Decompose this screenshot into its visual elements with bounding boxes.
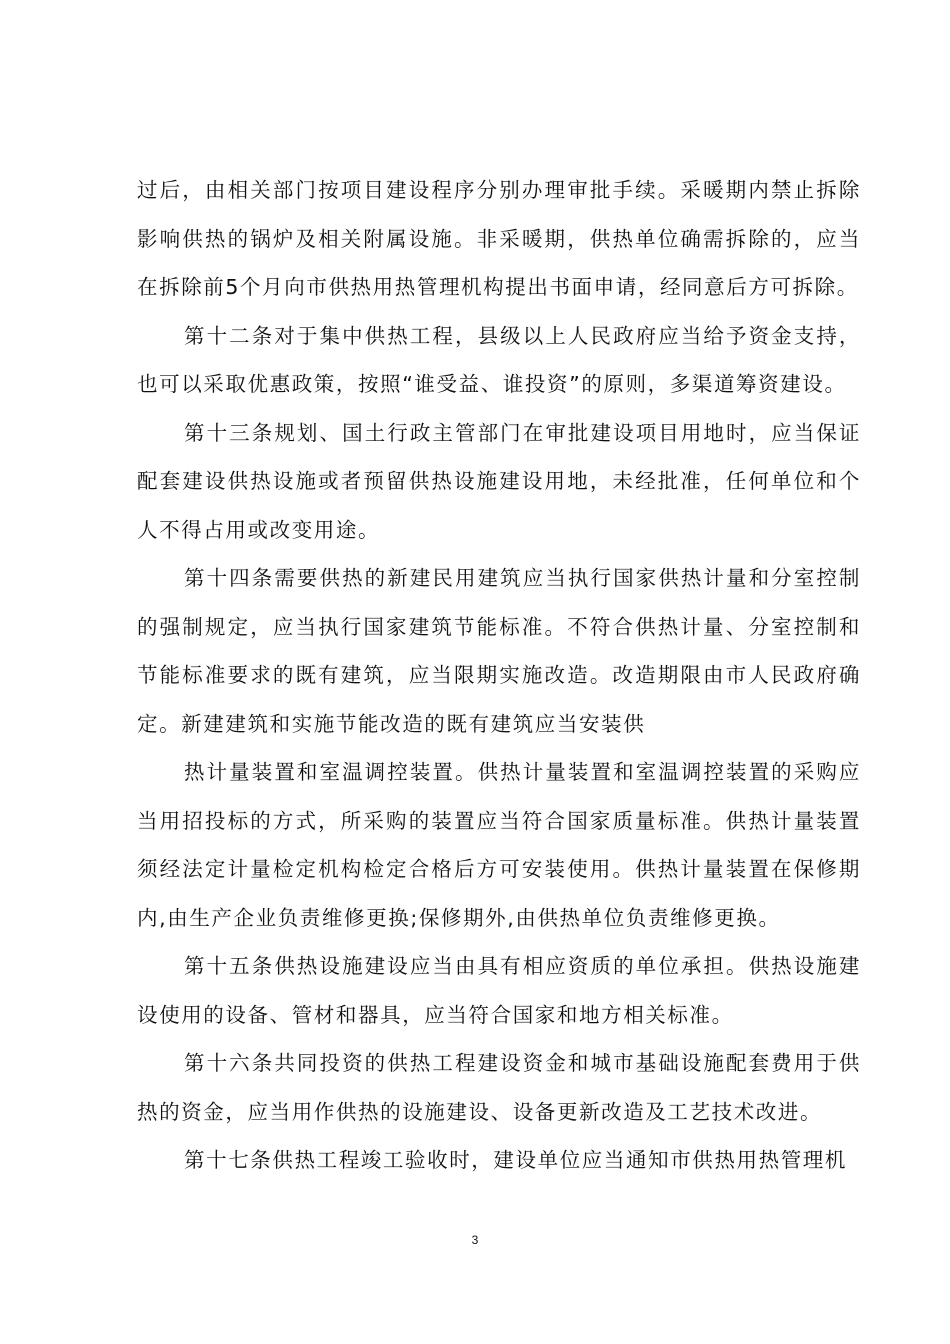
paragraph-article-13: 第十三条规划、国土行政主管部门在审批建设项目用地时，应当保证配套建设供热设施或者预留供热设施建设用地，未经批准，任何单位和个人不得占用或改变用途。	[137, 420, 861, 542]
document-body	[137, 166, 861, 1185]
paragraph-article-14: 第十四条需要供热的新建民用建筑应当执行国家供热计量和分室控制的强制规定，应当执行国家建筑节能标准。不符合供热计量、分室控制和节能标准要求的既有建筑，应当限期实施改造。改造期限由市人民政府确定。新建建筑和实施节能改造的既有建筑应当安装供	[137, 566, 861, 736]
page-number: 3	[471, 1233, 479, 1247]
paragraph-continuation: 过后，由相关部门按项目建设程序分别办理审批手续。采暖期内禁止拆除影响供热的锅炉及相关附属设施。非采暖期，供热单位确需拆除的，应当在拆除前5个月向市供热用热管理机构提出书面申请，经同意后方可拆除。	[137, 178, 861, 299]
paragraph-article-12: 第十二条对于集中供热工程，县级以上人民政府应当给予资金支持，也可以采取优惠政策，按照“谁受益、谁投资”的原则，多渠道筹资建设。	[137, 323, 861, 396]
paragraph-article-16: 第十六条共同投资的供热工程建设资金和城市基础设施配套费用于供热的资金，应当用作供热的设施建设、设备更新改造及工艺技术改进。	[137, 1051, 861, 1124]
paragraph-article-17: 第十七条供热工程竣工验收时，建设单位应当通知市供热用热管理机	[184, 1148, 847, 1172]
paragraph-article-14-continued: 热计量装置和室温调控装置。供热计量装置和室温调控装置的采购应当用招投标的方式，所采购的装置应当符合国家质量标准。供热计量装置须经法定计量检定机构检定合格后方可安装使用。供热计量装置在保修期内,由生产企业负责维修更换;保修期外,由供热单位负责维修更换。	[137, 760, 861, 930]
paragraph-article-15: 第十五条供热设施建设应当由具有相应资质的单位承担。供热设施建设使用的设备、管材和器具，应当符合国家和地方相关标准。	[137, 954, 861, 1027]
